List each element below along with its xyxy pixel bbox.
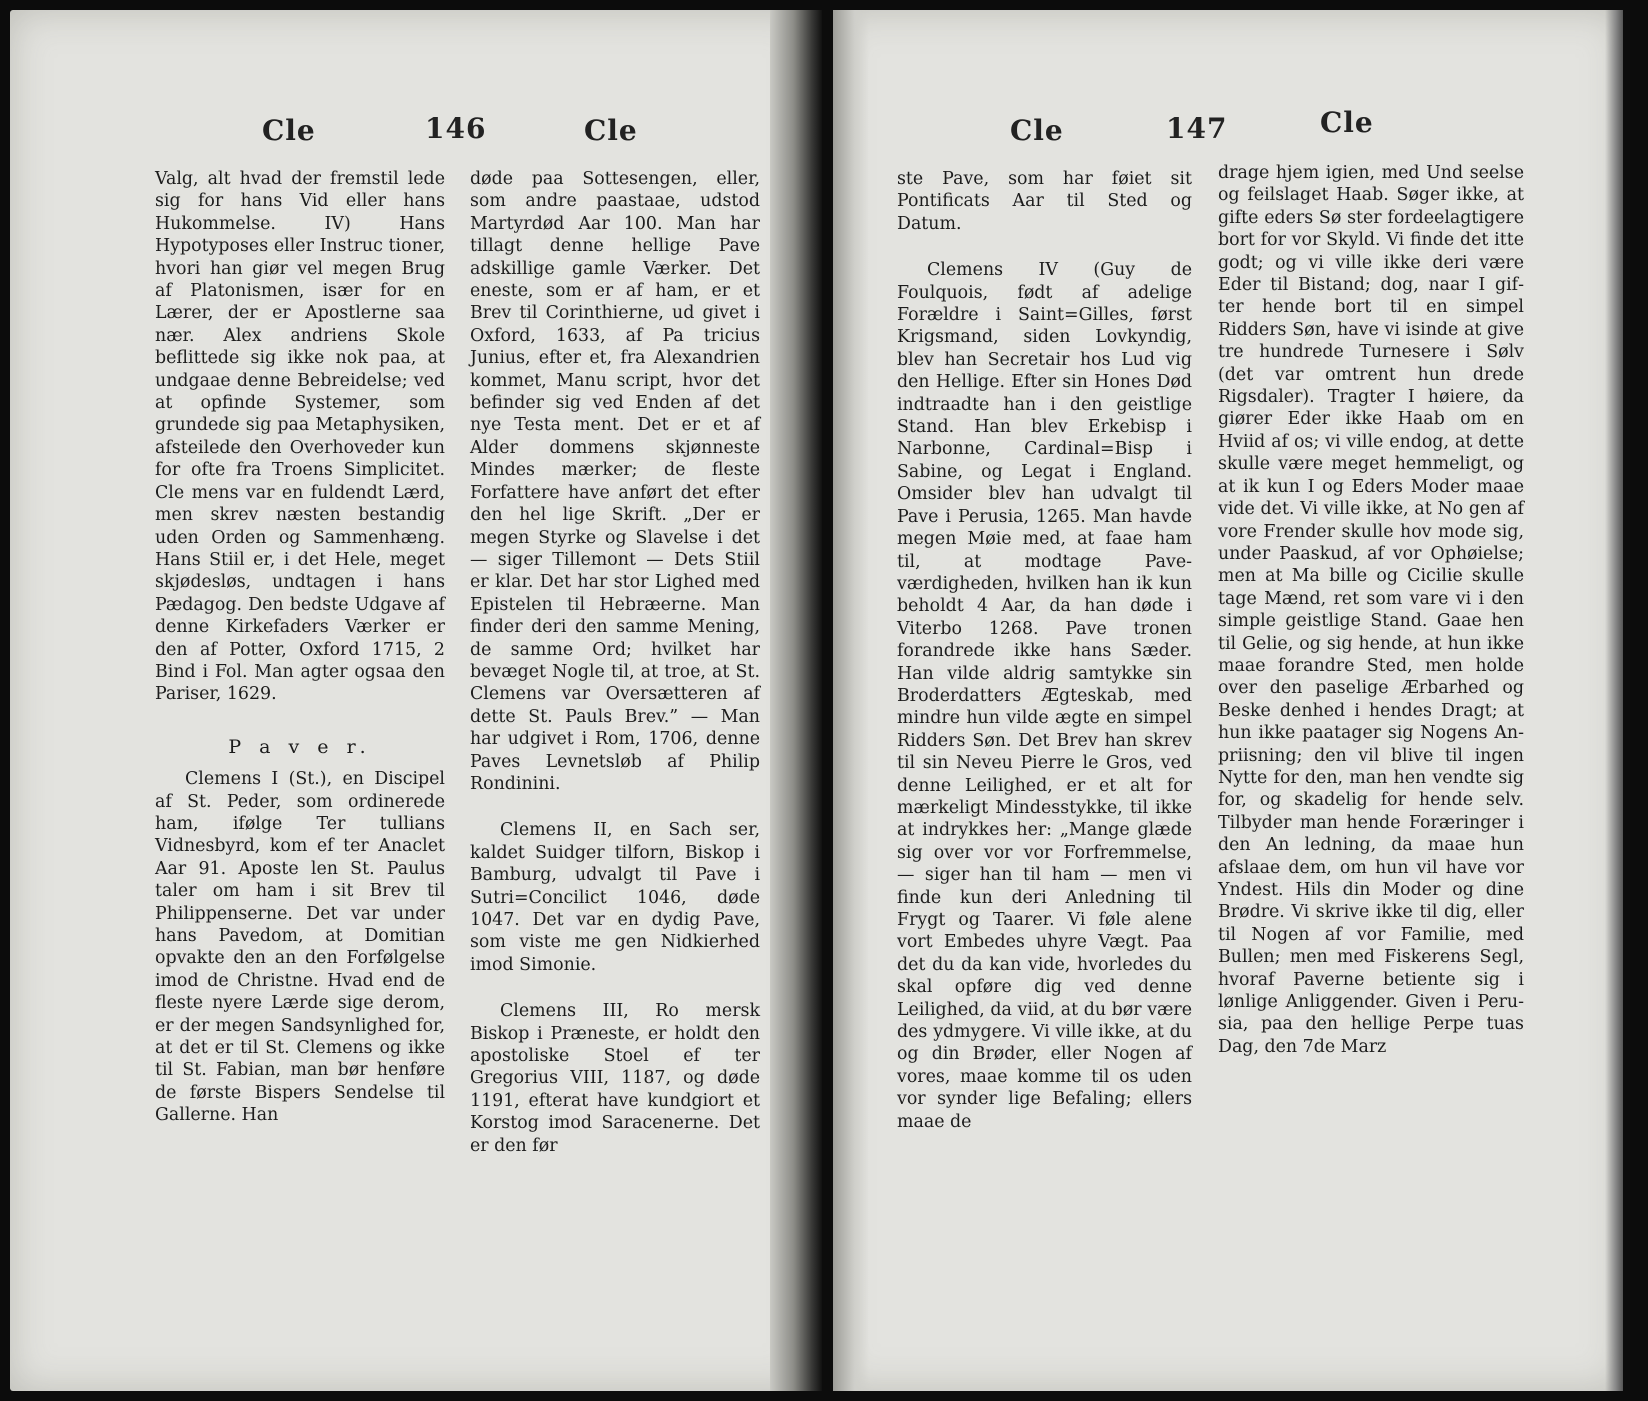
book-gutter-shadow — [770, 10, 822, 1391]
paragraph: Valg, alt hvad der fremstil lede sig for hans Vid eller hans Hukommelse. IV) Hans Hypotyposes eller Instruc tioner, hvori han giør vel megen Brug af Platonismen, især for en Lærer, der er Apostlerne saa nær. Alex andriens Skole beflittede sig ikke nok paa, at undgaae denne Bebreidelse; ved at opfinde Systemer, som grundede sig paa Metaphysiken, afsteilede den Overhoveder kun for ofte fra Troens Simplicitet. Cle mens var en fuldendt Lærd, men skrev næsten bestandig uden Orden og Sammenhæng. Hans Stiil er, i det Hele, meget skjødesløs, undtagen i hans Pædagog. Den bedste Udgave af denne Kirkefaders Værker er den af Potter, Oxford 1715, 2 Bind i Fol. Man agter ogsaa den Pariser, 1629. — [155, 169, 445, 705]
paragraph-clemens-iii: Clemens III, Ro mersk Biskop i Præneste, er holdt den apostoliske Stoel ef ter Gregorius VIII, 1187, og døde 1191, efterat have kundgiort et Korstog imod Saracenerne. Det er den før — [470, 1001, 760, 1156]
paragraph-clemens-ii: Clemens II, en Sach ser, kaldet Suidger tilforn, Biskop i Bamburg, udvalgt til Pave i Sutri=Concilict 1046, døde 1047. Det var en dydig Pave, som viste me gen Nidkierhed imod Simonie. — [470, 820, 760, 975]
left-column-2 — [470, 168, 760, 1157]
paragraph: døde paa Sottesengen, eller, som andre paastaae, udstod Martyrdød Aar 100. Man har tillagt denne hellige Pave adskillige gamle Værker. Det eneste, som er af ham, er et Brev til Corinthierne, ud givet i Oxford, 1633, af Pa tricius Junius, efter et, fra Alexandrien kommet, Manu script, hvor det befinder sig ved Enden af det nye Testa ment. Det er et af Alder dommens skjønneste Mindes mærker; de fleste Forfattere have anført det efter den hel lige Skrift. „Der er megen Styrke og Slavelse i det — siger Tillemont — Dets Stiil er klar. Det har stor Lighed med Epistelen til Hebræerne. Man finder deri den samme Mening, de samme Ord; hvilket har bevæget Nogle til, at troe, at St. Clemens var Oversætteren af dette St. Pauls Brev.” — Man har udgivet i Rom, 1706, denne Paves Levnetsløb af Philip Rondinini. — [470, 169, 760, 794]
paragraph-clemens-i: Clemens I (St.), en Discipel af St. Peder, som ordinerede ham, ifølge Ter tullians Vidnesbyrd, kom ef ter Anaclet Aar 91. Aposte len St. Paulus taler om ham i sit Brev til Philippenserne. Det var under hans Pavedom, at Domitian opvakte den an den Forfølgelse imod de Christne. Hvad end de fleste nyere Lærde sige derom, er der megen Sandsynlighed for, at det er til St. Clemens og ikke til St. Fabian, man bør henføre de første Bispers Sendelse til Gallerne. Han — [155, 769, 445, 1126]
left-header-left: Cle — [262, 114, 316, 147]
right-column-2 — [1218, 162, 1524, 1058]
left-header-right: Cle — [584, 114, 638, 147]
paragraph: ste Pave, som har føiet sit Pontificats Aar til Sted og Datum. — [897, 169, 1192, 234]
paragraph: drage hjem igien, med Und seelse og feilslaget Haab. Søger ikke, at gifte eders Sø ster fordeelagtigere bort for vor Skyld. Vi finde det itte godt; og vi ville ikke deri være Eder til Bistand; dog, naar I gif ter hende bort til en simpel Ridders Søn, have vi isinde at give tre hundrede Turnesere i Sølv (det var omtrent hun drede Rigsdaler). Tragter I høiere, da giører Eder ikke Haab om en Hviid af os; vi ville endog, at dette skulle være meget hemmeligt, og at ik kun I og Eders Moder maae vide det. Vi ville ikke, at No gen af vore Frender skulle hov mode sig, under Paaskud, af vor Ophøielse; men at Ma bille og Cicilie skulle tage Mænd, ret som vare vi i den simple geistlige Stand. Gaae hen til Gelie, og sig hende, at hun ikke maae forandre Sted, men holde over den paselige Ærbarhed og Beske denhed i hendes Dragt; at hun ikke paatager sig Nogens An priisning; den vil blive til ingen Nytte for den, man hen vendte sig for, og skadelig for hende selv. Tilbyder man hende Foræringer i den An ledning, da maae hun afslaae dem, om hun vil have vor Yndest. Hils din Moder og dine Brødre. Vi skrive ikke til dig, eller til Nogen af vor Familie, med Bullen; men med Fiskerens Segl, hvoraf Paverne betiente sig i lønlige Anliggender. Given i Peru sia, paa den hellige Perpe tuas Dag, den 7de Marz — [1218, 163, 1524, 1057]
right-header-left: Cle — [1010, 114, 1064, 147]
left-page-number: 146 — [425, 112, 487, 145]
section-heading-paver: P a v e r. — [228, 735, 372, 758]
paragraph-clemens-iv: Clemens IV (Guy de Foulquois, født af adelige Forældre i Saint=Gilles, først Krigsmand, siden Lovkyndig, blev han Secretair hos Lud vig den Hellige. Efter sin Hones Død indtraadte han i den geistlige Stand. Han blev Erkebisp i Narbonne, Cardinal=Bisp i Sabine, og Legat i England. Omsider blev han udvalgt til Pave i Perusia, 1265. Man havde megen Møie med, at faae ham til, at modtage Pave værdigheden, hvilken han ik kun beholdt 4 Aar, da han døde i Viterbo 1268. Pave tronen forandrede ikke hans Sæder. Han vilde aldrig samtykke sin Broderdatters Ægteskab, med mindre hun vilde ægte en simpel Ridders Søn. Det Brev han skrev til sin Neveu Pierre le Gros, ved denne Leilighed, er et alt for mærkeligt Mindesstykke, til ikke at indrykkes her: „Mange glæde sig over vor vor Forfremmelse, — siger han til ham — men vi finde kun deri Anledning til Frygt og Taarer. Vi føle alene vort Embedes uhyre Vægt. Paa det du da kan vide, hvorledes du skal opføre dig ved denne Leilighed, da viid, at du bør være des ydmygere. Vi ville ikke, at du og din Brøder, eller Nogen af vores, maae komme til os uden vor synder lige Befaling; ellers maae de — [897, 260, 1192, 1132]
page-edge-shadow — [1605, 10, 1623, 1391]
right-header-right: Cle — [1320, 106, 1374, 139]
right-page-number: 147 — [1166, 112, 1228, 145]
right-column-1 — [897, 168, 1192, 1133]
left-column-1 — [155, 168, 445, 1127]
book-gutter-right — [833, 10, 869, 1391]
